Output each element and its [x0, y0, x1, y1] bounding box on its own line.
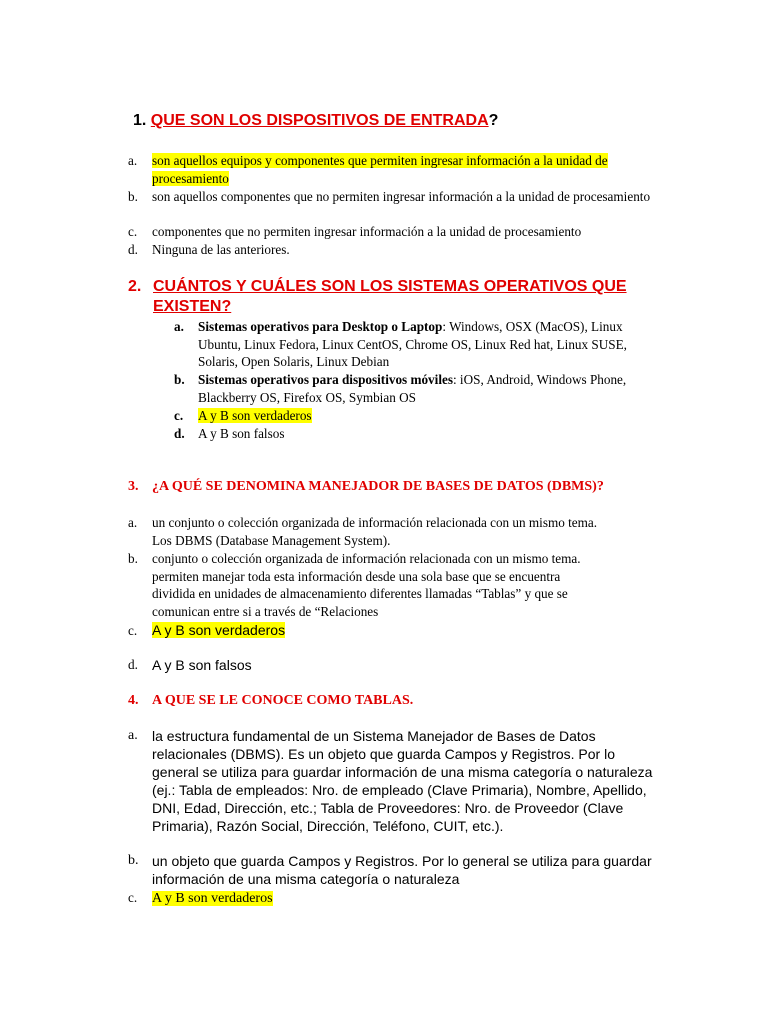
- question-number: 4.: [128, 693, 139, 708]
- option-text: Ninguna de las anteriores.: [152, 242, 290, 257]
- question-text-line2: EXISTEN?: [153, 298, 232, 315]
- question-number: 2.: [128, 278, 142, 295]
- option-text: un objeto que guarda Campos y Registros. Por lo general se utiliza para guardar información de una misma categoría o naturaleza: [152, 853, 652, 887]
- option-text-line: dividida en unidades de almacenamiento diferentes llamadas “Tablas” y que se: [152, 586, 568, 602]
- option-text: componentes que no permiten ingresar información a la unidad de procesamiento: [152, 224, 582, 239]
- option-text: A y B son verdaderos: [152, 891, 273, 906]
- option-text: A y B son verdaderos: [198, 408, 312, 423]
- question-4-title: [128, 692, 668, 710]
- question-text: ¿A QUÉ SE DENOMINA MANEJADOR DE BASES DE DATOS (DBMS)?: [152, 479, 604, 494]
- question-text-line1: CUÁNTOS Y CUÁLES SON LOS SISTEMAS OPERATIVOS QUE: [153, 278, 627, 295]
- option-text: : Windows, OSX (MacOS), Linux Ubuntu, Linux Fedora, Linux CentOS, Chrome OS, Linux Red hat, Linux SUSE, Solaris, Open Solaris, Linux Debian: [198, 319, 627, 370]
- option-text-line: Los DBMS (Database Management System).: [152, 532, 391, 548]
- question-suffix: ?: [488, 112, 499, 129]
- question-number: 3.: [128, 479, 139, 494]
- question-3-title: [128, 478, 668, 496]
- option-text-line: un conjunto o colección organizada de información relacionada con un mismo tema.: [152, 515, 598, 530]
- question-2-title: [128, 277, 668, 317]
- option-text: : iOS, Android, Windows Phone, Blackberry OS, Firefox OS, Symbian OS: [198, 372, 627, 405]
- option-bold: Sistemas operativos para Desktop o Laptop: [198, 319, 443, 334]
- option-text: A y B son falsos: [152, 657, 252, 673]
- option-text: son aquellos equipos y componentes que permiten ingresar información a la unidad de procesamiento: [152, 153, 608, 186]
- question-text: A QUE SE LE CONOCE COMO TABLAS.: [152, 693, 414, 708]
- option-text: A y B son falsos: [198, 426, 285, 441]
- option-text-line: permiten manejar toda esta información desde una sola base que se encuentra: [152, 568, 561, 584]
- option-text: A y B son verdaderos: [152, 622, 286, 638]
- question-text: QUE SON LOS DISPOSITIVOS DE ENTRADA: [150, 112, 489, 129]
- option-bold: Sistemas operativos para dispositivos móviles: [198, 372, 453, 387]
- option-text-line: conjunto o colección organizada de información relacionada con un mismo tema.: [152, 551, 581, 566]
- question-1-title: [133, 111, 498, 131]
- option-text: la estructura fundamental de un Sistema Manejador de Bases de Datos relacionales (DBMS). Es un objeto que guarda Campos y Registros. Por lo general se utiliza para guardar información de una misma categoría o naturaleza (ej.: Tabla de empleados: Nro. de empleado (Clave Primaria), Nombre, Apellido, DNI, Edad, Dirección, etc.; Tabla de Proveedores: Nro. de Proveedor (Clave Primaria), Razón Social, Dirección, Teléfono, CUIT, etc.).: [152, 728, 653, 834]
- question-number: 1.: [133, 112, 147, 129]
- option-text-line: comunican entre si a través de “Relaciones: [152, 603, 379, 619]
- option-text: son aquellos componentes que no permiten ingresar información a la unidad de procesamiento: [152, 189, 651, 204]
- document-page: 1. QUE SON LOS DISPOSITIVOS DE ENTRADA? a. son aquellos equipos y componentes que permiten ingresar información a la unidad de procesamiento b. son aquellos componentes que no permiten ingresar información a la unidad de procesamiento c. componentes que no permiten ingresar información a la unidad de procesamiento d. Ninguna de las anteriores. 2. CUÁNTOS Y CUÁLES SON LOS SISTEMAS OPERATIVOS QUE EXISTEN? a. Sistemas operativos para Desktop o Laptop: Windows, OSX (MacOS), Linux Ubuntu, Linux Fedora, Linux CentOS, Chrome OS, Linux Red hat, Linux SUSE, Solaris, Open Solaris, Linux Debian b. Sistemas operativos para dispositivos móviles: iOS, Android, Windows Phone, Blackberry OS, Firefox OS, Symbian OS c. A y B son verdaderos d. A y B son falsos 3. ¿A QUÉ SE DENOMINA MANEJADOR DE BASES DE DATOS (DBMS)? a. un conjunto o colección organizada de información relacionada con un mismo tema. Los DBMS (Database Management System). b. conjunto o colección organizada de información relacionada con un mismo tema. permiten manejar toda esta información desde una sola base que se encuentra dividida en unidades de almacenamiento diferentes llamadas “Tablas” y que se comunican entre si a través de “Relaciones c. A y B son verdaderos d. A y B son falsos 4. A QUE SE LE CONOCE COMO TABLAS. a. la estructura fundamental de un Sistema Manejador de Bases de Datos relacionales (DBMS). Es un objeto que guarda Campos y Registros. Por lo general se utiliza para guardar información de una misma categoría o naturaleza (ej.: Tabla de empleados: Nro. de empleado (Clave Primaria), Nombre, Apellido, DNI, Edad, Dirección, etc.; Tabla de Proveedores: Nro. de Proveedor (Clave Primaria), Razón Social, Dirección, Teléfono, CUIT, etc.). b. un objeto que guarda Campos y Registros. Por lo general se utiliza para guardar información de una misma categoría o naturaleza c. A y B son verdaderos: [0, 0, 768, 1024]
